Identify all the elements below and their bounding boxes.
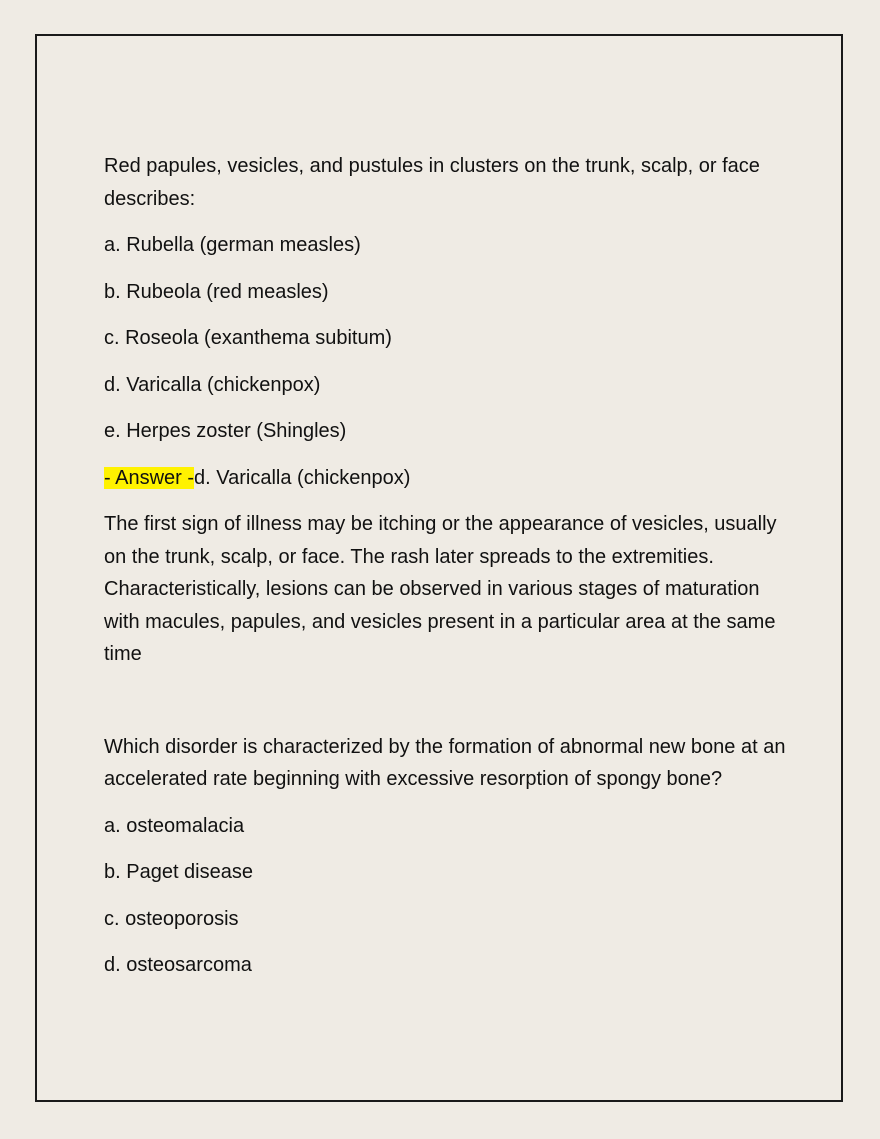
question-1-option-a: a. Rubella (german measles)	[104, 234, 361, 256]
question-1-option-b: b. Rubeola (red measles)	[104, 280, 329, 303]
answer-text: d. Varicalla (chickenpox)	[194, 466, 411, 489]
question-1	[104, 150, 794, 671]
question-1-explanation: The first sign of illness may be itching or the appearance of vesicles, usually on the trunk, scalp, or face. The rash later spreads to the extremities. Characteristically, lesions can be observed in various stages of maturation with macules, papules, and vesicles present in a particular area at the same time	[104, 513, 777, 665]
question-2-option-b: b. Paget disease	[104, 861, 253, 883]
document-content	[104, 150, 794, 996]
question-1-option-d: d. Varicalla (chickenpox)	[104, 373, 321, 396]
question-1-option-e: e. Herpes zoster (Shingles)	[104, 420, 347, 442]
question-2-option-a: a. osteomalacia	[104, 814, 245, 837]
answer-label-highlight: - Answer -	[104, 466, 195, 489]
question-1-answer	[104, 462, 794, 495]
question-2	[104, 731, 794, 982]
question-2-option-d: d. osteosarcoma	[104, 954, 252, 976]
question-2-stem: Which disorder is characterized by the formation of abnormal new bone at an accelerated rate beginning with excessive resorption of spongy bone?	[104, 735, 786, 790]
question-1-stem: Red papules, vesicles, and pustules in clusters on the trunk, scalp, or face describes:	[104, 155, 760, 210]
question-1-option-c: c. Roseola (exanthema subitum)	[104, 327, 392, 349]
question-spacer	[104, 685, 794, 731]
question-2-option-c: c. osteoporosis	[104, 907, 239, 930]
